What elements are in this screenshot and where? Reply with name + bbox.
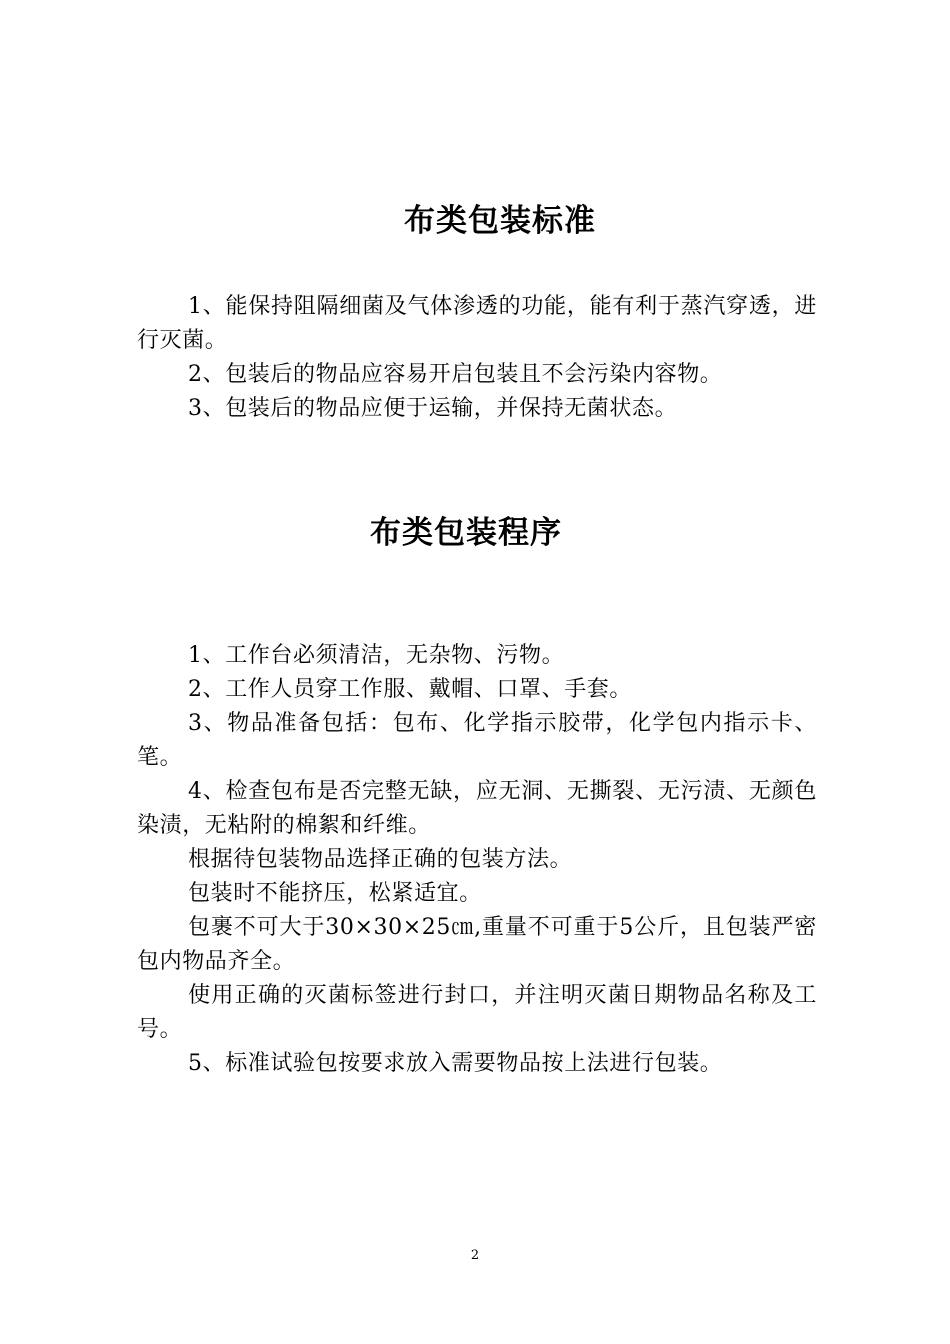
paragraph: 根据待包装物品选择正确的包装方法。 [188,847,573,872]
paragraph: 2、工作人员穿工作服、戴帽、口罩、手套。 [188,677,632,702]
paragraph: 1、能保持阻隔细菌及气体渗透的功能，能有利于蒸汽穿透，进行灭菌。 [137,294,817,353]
paragraph: 使用正确的灭菌标签进行封口，并注明灭菌日期物品名称及工号。 [137,983,817,1042]
paragraph: 3、物品准备包括：包布、化学指示胶带，化学包内指示卡、笔。 [137,711,817,770]
section-title-packaging-standard: 布类包装标准 [404,203,596,239]
section-title-packaging-procedure: 布类包装程序 [370,515,562,551]
paragraph: 3、包装后的物品应便于运输，并保持无菌状态。 [188,396,678,421]
paragraph: 2、包装后的物品应容易开启包装且不会污染内容物。 [188,362,723,387]
paragraph: 5、标准试验包按要求放入需要物品按上法进行包装。 [188,1051,723,1076]
paragraph: 包装时不能挤压，松紧适宜。 [188,881,482,906]
section-packaging-procedure [137,639,817,1081]
paragraph: 包裹不可大于30×30×25㎝,重量不可重于5公斤，且包装严密包内物品齐全。 [137,915,817,974]
paragraph: 1、工作台必须清洁，无杂物、污物。 [188,643,565,668]
page-number: 2 [470,1248,480,1263]
section-packaging-standard [137,290,817,426]
paragraph: 4、检查包布是否完整无缺，应无洞、无撕裂、无污渍、无颜色染渍，无粘附的棉絮和纤维。 [137,779,817,838]
